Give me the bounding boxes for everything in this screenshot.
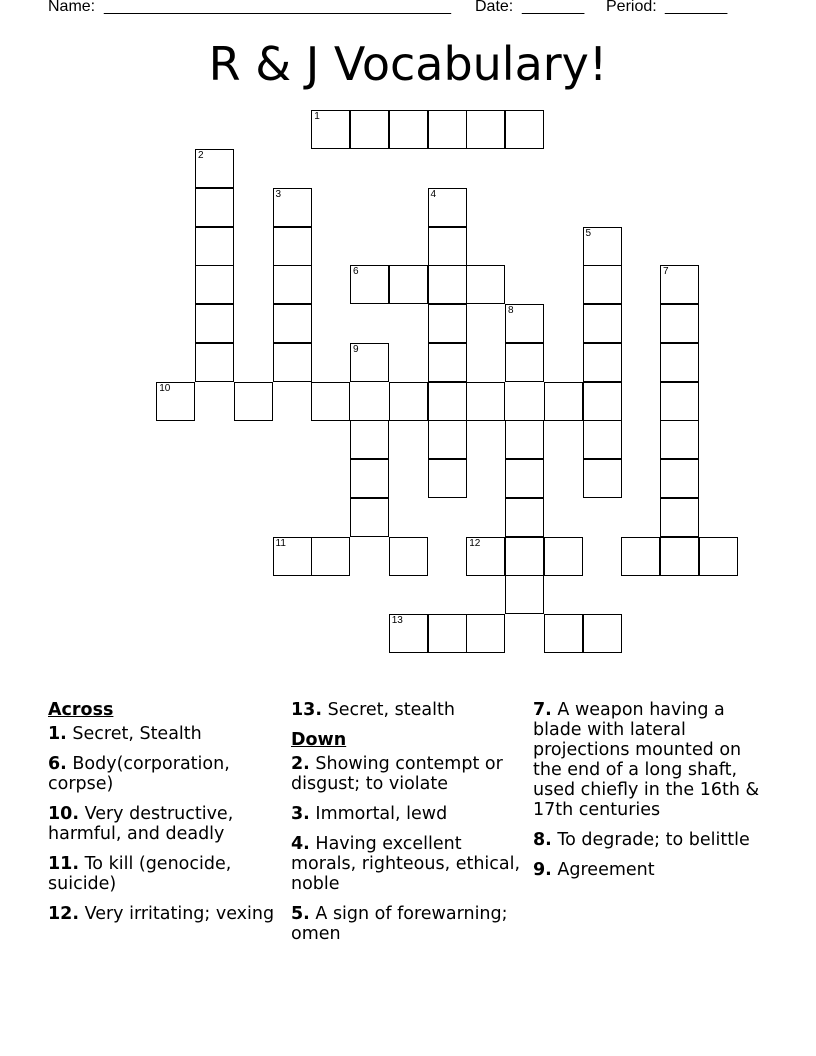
grid-cell[interactable]	[389, 537, 428, 576]
clue-number: 8	[508, 305, 514, 316]
grid-cell[interactable]	[273, 537, 312, 576]
name-label: Name:	[48, 0, 96, 15]
grid-cell[interactable]	[660, 537, 699, 576]
clue-number: 6	[353, 266, 359, 278]
grid-cell[interactable]	[311, 382, 350, 421]
grid-cell[interactable]	[505, 304, 544, 343]
grid-cell[interactable]	[273, 265, 312, 304]
clue-number: 7.	[533, 700, 552, 720]
grid-cell[interactable]	[350, 343, 389, 382]
grid-cell[interactable]	[428, 420, 467, 459]
period-field[interactable]: _______	[665, 0, 728, 15]
clue-text: Secret, stealth	[327, 700, 455, 720]
grid-cell[interactable]	[350, 265, 389, 304]
clue	[291, 904, 521, 944]
grid-cell[interactable]	[350, 110, 389, 149]
grid-cell[interactable]	[660, 265, 699, 304]
grid-cell[interactable]	[389, 382, 428, 421]
grid-cell[interactable]	[428, 265, 467, 304]
grid-cell[interactable]	[660, 382, 699, 421]
grid-cell[interactable]	[195, 265, 234, 304]
clue-text: To kill (genocide, suicide)	[48, 854, 232, 894]
clue-number: 12	[469, 537, 481, 549]
clue-number: 9	[353, 343, 359, 355]
clue-number: 12.	[48, 904, 80, 924]
grid-cell[interactable]	[195, 188, 234, 227]
grid-cell[interactable]	[273, 188, 312, 227]
clue-number: 9.	[533, 860, 552, 880]
clue-number: 1.	[48, 724, 67, 744]
clue-number: 5.	[291, 904, 310, 924]
clue-number: 5	[585, 227, 592, 239]
clue-number: 13.	[291, 700, 323, 720]
grid-cell[interactable]	[350, 459, 389, 498]
clues-column-1	[48, 700, 278, 934]
clue-number: 6.	[48, 754, 67, 774]
grid-cell[interactable]	[195, 149, 234, 188]
grid-cell[interactable]	[389, 110, 428, 149]
grid-cell[interactable]	[156, 382, 195, 421]
grid-cell[interactable]	[583, 227, 622, 266]
grid-cell[interactable]	[583, 459, 622, 498]
clues-column-2	[291, 700, 521, 954]
clue-number: 4.	[291, 834, 310, 854]
across-clue-list	[48, 724, 278, 924]
grid-cell[interactable]	[350, 420, 389, 459]
clue-number: 2	[198, 150, 204, 161]
clue-text: A weapon having a blade with lateral projections mounted on the end of a long shaft, used chiefly in the 16th & 17th centuries	[533, 700, 760, 820]
grid-cell[interactable]	[273, 343, 312, 382]
period-label: Period:	[606, 0, 657, 15]
clue-number: 10	[159, 382, 171, 394]
clue	[48, 854, 278, 894]
grid-cell[interactable]	[466, 265, 505, 304]
grid-cell[interactable]	[505, 459, 544, 498]
grid-cell[interactable]	[466, 614, 505, 653]
grid-cell[interactable]	[428, 459, 467, 498]
grid-cell[interactable]	[350, 498, 389, 537]
across-heading: Across	[48, 700, 114, 720]
clue-number: 2.	[291, 754, 310, 774]
clue	[533, 830, 768, 850]
page-title: R & J Vocabulary!	[208, 37, 608, 91]
down-heading: Down	[291, 730, 347, 750]
grid-cell[interactable]	[660, 459, 699, 498]
clue-text: To degrade; to belittle	[557, 830, 750, 850]
grid-cell[interactable]	[311, 110, 350, 149]
clue-number: 1	[314, 111, 320, 123]
clue	[291, 804, 521, 824]
grid-cell[interactable]	[505, 537, 544, 576]
grid-cell[interactable]	[699, 537, 738, 576]
clues-column-3	[533, 700, 768, 890]
across-clue-list-continued	[291, 700, 521, 720]
clue	[533, 700, 768, 820]
grid-cell[interactable]	[273, 304, 312, 343]
clue-text: Very destructive, harmful, and deadly	[48, 804, 234, 844]
clue-text: Agreement	[557, 860, 655, 880]
clue	[48, 904, 278, 924]
clue-text: A sign of forewarning; omen	[291, 904, 508, 944]
grid-cell[interactable]	[195, 343, 234, 382]
grid-cell[interactable]	[544, 614, 583, 653]
grid-cell[interactable]	[583, 614, 622, 653]
clue	[291, 834, 521, 894]
grid-cell[interactable]	[505, 420, 544, 459]
grid-cell[interactable]	[583, 420, 622, 459]
clue-number: 10.	[48, 804, 80, 824]
clue-number: 7	[663, 266, 669, 278]
clue-text: Body(corporation, corpse)	[48, 754, 230, 794]
clue-text: Very irritating; vexing	[84, 904, 275, 924]
grid-cell[interactable]	[505, 575, 544, 614]
grid-cell[interactable]	[505, 343, 544, 382]
clue-number: 3	[275, 188, 282, 200]
grid-cell[interactable]	[311, 537, 350, 576]
grid-cell[interactable]	[660, 343, 699, 382]
clue-number: 4	[430, 188, 437, 200]
grid-cell[interactable]	[583, 343, 622, 382]
grid-cell[interactable]	[428, 382, 467, 421]
grid-cell[interactable]	[660, 304, 699, 343]
date-label: Date:	[475, 0, 514, 15]
grid-cell[interactable]	[660, 420, 699, 459]
clue	[48, 724, 278, 744]
clue-number: 11.	[48, 854, 80, 874]
grid-cell[interactable]	[389, 265, 428, 304]
grid-cell[interactable]	[234, 382, 273, 421]
grid-cell[interactable]	[505, 498, 544, 537]
grid-cell[interactable]	[544, 382, 583, 421]
clue-number: 11	[275, 537, 286, 549]
clue-number: 8.	[533, 830, 552, 850]
clue	[533, 860, 768, 880]
grid-cell[interactable]	[466, 382, 505, 421]
clue	[291, 754, 521, 794]
grid-cell[interactable]	[583, 265, 622, 304]
grid-cell[interactable]	[583, 382, 622, 421]
clue	[48, 754, 278, 794]
grid-cell[interactable]	[428, 188, 467, 227]
name-field[interactable]: _______________________________________	[104, 0, 452, 15]
clue-number: 3.	[291, 804, 310, 824]
clue	[291, 700, 521, 720]
date-field[interactable]: _______	[522, 0, 585, 15]
grid-cell[interactable]	[428, 110, 467, 149]
grid-cell[interactable]	[583, 304, 622, 343]
grid-cell[interactable]	[466, 110, 505, 149]
clue-number: 13	[391, 615, 403, 626]
grid-cell[interactable]	[195, 304, 234, 343]
grid-cell[interactable]	[428, 227, 467, 266]
clue	[48, 804, 278, 844]
grid-cell[interactable]	[195, 227, 234, 266]
clue-text: Showing contempt or disgust; to violate	[291, 754, 503, 794]
clue-text: Immortal, lewd	[315, 804, 448, 824]
grid-cell[interactable]	[428, 304, 467, 343]
down-clue-list-continued	[533, 700, 768, 880]
grid-cell[interactable]	[428, 343, 467, 382]
clue-text: Having excellent morals, righteous, ethical, noble	[291, 834, 521, 894]
down-clue-list	[291, 754, 521, 944]
grid-cell[interactable]	[544, 537, 583, 576]
grid-cell[interactable]	[273, 227, 312, 266]
grid-cell[interactable]	[621, 537, 660, 576]
grid-cell[interactable]	[505, 110, 544, 149]
grid-cell[interactable]	[466, 537, 505, 576]
clue-text: Secret, Stealth	[72, 724, 202, 744]
grid-cell[interactable]	[660, 498, 699, 537]
grid-cell[interactable]	[428, 614, 467, 653]
grid-cell[interactable]	[389, 614, 428, 653]
